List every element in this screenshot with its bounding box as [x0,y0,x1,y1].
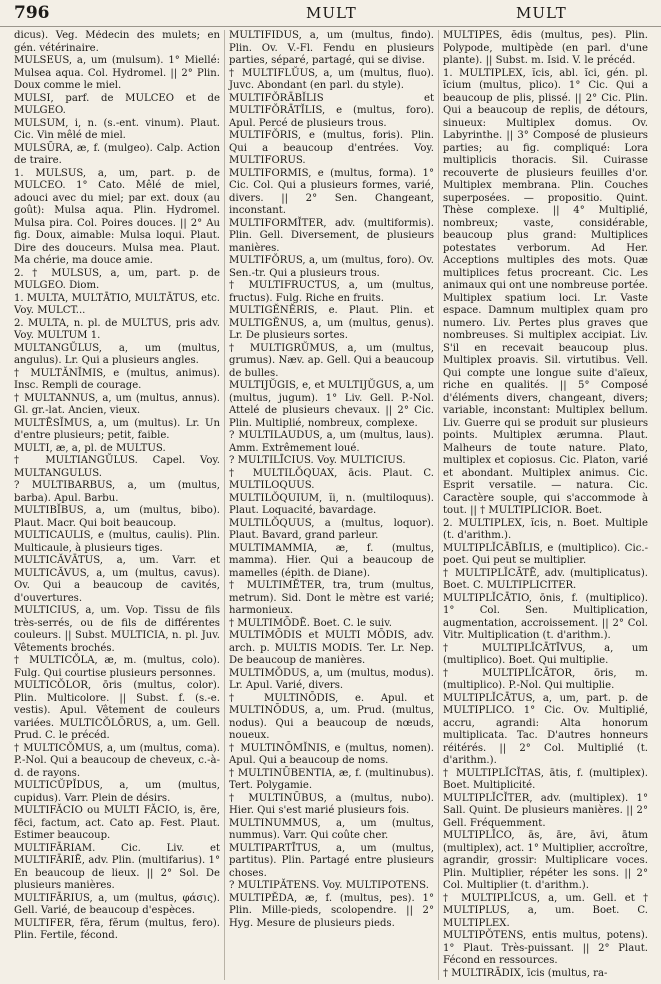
dictionary-entry: † MULTIMŌDĒ. Boet. C. le suiv. [229,617,392,629]
dictionary-entry: MULTICŎLOR, ōris (multus, color). Plin. Multicolore. || Subst. f. (s.-e. vestis). Apul. Vêtement de couleurs variées. MULTICŎLŌRUS, a, um. Gell. Prud. C. le précéd. [14,680,220,741]
dictionary-columns [10,30,653,980]
dictionary-entry: MULTICŬPĬDUS, a, um (multus, cupidus). Varr. Plein de désirs. [14,780,220,804]
dictionary-entry: MULTICĂVĀTUS, a, um. Varr. et MULTICĂVUS, a, um (multus, cavus). Ov. Qui a beaucoup de cavités, d'ouvertures. [14,555,220,604]
dictionary-entry: 2. MULTIPLEX, ĭcis, n. Boet. Multiple (t. d'arithm.). [443,517,648,541]
dictionary-entry: MULTIGĔNĔRIS, e. Plaut. Plin. et MULTIGĔNUS, a, um (multus, genus). Lr. De plusieurs sortes. [229,305,434,341]
dictionary-entry: MULTIFŎRUS, a, um (multus, foro). Ov. Sen.-tr. Qui a plusieurs trous. [229,255,434,279]
dictionary-entry: ? MULTIPĂTENS. Voy. MULTIPOTENS. [229,880,429,891]
dictionary-entry: MULTIPĔS, ĕdis (multus, pes). Plin. Polypode, multipède (en parl. d'une plante). || Subst. m. Isid. V. le précéd. [443,30,648,66]
dictionary-entry: dicus). Veg. Médecin des mulets; en gén. vétérinaire. [14,30,220,54]
dictionary-entry: MULSŪRA, æ, f. (mulgeo). Calp. Action de traire. [14,142,220,166]
dictionary-entry: MULTICAULIS, e (multus, caulis). Plin. Multicaule, à plusieurs tiges. [14,530,220,554]
dictionary-entry: MULTIFĂCIO ou MULTI FĂCIO, is, ēre, fēci, factum, act. Cato ap. Fest. Plaut. Estimer beaucoup. [14,805,220,841]
dictionary-entry: MULTIFŎRIS, e (multus, foris). Plin. Qui a beaucoup d'entrées. Voy. MULTIFORUS. [229,130,434,166]
dictionary-entry: MULTINUMMUS, a, um (multus, nummus). Varr. Qui coûte cher. [229,817,434,841]
dictionary-entry: MULTIFĬDUS, a, um (multus, findo). Plin. Ov. V.-Fl. Fendu en plusieurs parties, séparé, partagé, qui se divise. [229,30,434,66]
dictionary-entry: MULTIFORMĬTER, adv. (multiformis). Plin. Gell. Diversement, de plusieurs manières. [229,217,434,254]
dictionary-entry: MULTIPLĬCĬTER, adv. (multiplex). 1° Sall. Quint. De plusieurs manières. || 2° Gell. Fréquemment. [443,792,648,829]
dictionary-entry: MULTIFŎRĀBĬLIS et MULTIFŎRĀTĬLIS, e (multus, foro). Apul. Percé de plusieurs trous. [229,92,434,129]
dictionary-entry: MULTIMAMMIA, æ, f. (multus, mamma). Hier. Qui a beaucoup de mamelles (épith. de Diane). [229,542,434,579]
dictionary-entry: 2. MULTA, n. pl. de MULTUS, pris adv. Voy. MULTUM 1. [14,317,220,341]
running-head-right: MULT [516,4,567,22]
dictionary-entry: † MULTIPLĬCUS, a, um. Gell. et † MULTIPLUS, a, um. Boet. C. MULTIPLEX. [443,892,648,929]
dictionary-entry: MULTIPLĬCĀTUS, a, um, part. p. de MULTIPLICO. 1° Cic. Ov. Multiplié, accru, agrandi: Alta honorum multiplicata. Tac. D'autres honneurs réitérés. || 2° Col. Multiplié (t. d'arithm.). [443,692,648,766]
dictionary-entry: † MULTIPLĬCĀTĒ, adv. (multiplicatus). Boet. C. MULTIPLICITER. [443,567,648,591]
dictionary-entry: MULTĒSĬMUS, a, um (multus). Lr. Un d'entre plusieurs; petit, faible. [14,417,220,441]
dictionary-entry: † MULTIGRŬMUS, a, um (multus, grumus). Næv. ap. Gell. Qui a beaucoup de bulles. [229,342,434,379]
dictionary-entry: 1. MULSUS, a, um, part. p. de MULCEO. 1° Cato. Mêlé de miel, adouci avec du miel; par ext. doux (au goût): Mulsa aqua. Plin. Hydromel. Mulsa pira. Col. Poires douces. || 2° Au fig. Doux, aimable: Mulsa loqui. Plaut. Dire des douceurs. Mulsa mea. Plaut. Ma chérie, ma douce amie. [14,167,220,266]
dictionary-entry: MULSUM, i, n. (s.-ent. vinum). Plaut. Cic. Vin mêlé de miel. [14,117,220,141]
dictionary-entry: MULTI, æ, a, pl. de MULTUS. [14,442,166,454]
dictionary-entry: MULTILŎQUUS, a (multus, loquor). Plaut. Bavard, grand parleur. [229,517,434,541]
dictionary-entry: MULTIPĔDA, æ, f. (multus, pes). 1° Plin. Mille-pieds, scolopendre. || 2° Hyg. Mesure de plusieurs pieds. [229,892,434,929]
dictionary-entry: 2. † MULSUS, a, um, part. p. de MULGEO. Diom. [14,267,220,291]
dictionary-entry: † MULTINŌDIS, e. Apul. et MULTINŌDUS, a, um. Prud. (multus, nodus). Qui a beaucoup de nœuds, noueux. [229,692,434,741]
dictionary-entry: † MULTIANGŬLUS. Capel. Voy. MULTANGULUS. [14,455,220,479]
dictionary-entry: MULTIFĀRIUS, a, um (multus, φάσις). Gell. Varié, de beaucoup d'espèces. [14,892,220,916]
dictionary-entry: MULTIFĀRIAM. Cic. Liv. et MULTIFĀRIĒ, adv. Plin. (multifarius). 1° En beaucoup de lieux. || 2° Sol. De plusieurs manières. [14,842,220,891]
dictionary-entry: † MULTINŌMĬNIS, e (multus, nomen). Apul. Qui a beaucoup de noms. [229,742,434,766]
dictionary-entry: † MULTINŪBENTIA, æ, f. (multinubus). Tert. Polygamie. [229,767,434,791]
dictionary-entry: ? MULTIBARBUS, a, um (multus, barba). Apul. Barbu. [14,480,220,504]
dictionary-entry: † MULTĂNĬMIS, e (multus, animus). Insc. Rempli de courage. [14,367,220,391]
dictionary-entry: MULTIPARTĪTUS, a, um (multus, partitus). Plin. Partagé entre plusieurs choses. [229,842,434,879]
dictionary-entry: MULTIPLĬCĀTIO, ōnis, f. (multiplico). 1° Col. Sen. Multiplication, augmentation, accroissement. || 2° Col. Vitr. Multiplication (t. d'arithm.). [443,592,648,641]
dictionary-entry: MULTILŎQUIUM, ĭi, n. (multiloquus). Plaut. Loquacité, bavardage. [229,492,434,516]
dictionary-entry: MULSI, parf. de MULCEO et de MULGEO. [14,92,220,116]
running-head-center: MULT [306,4,357,22]
column-right [438,30,652,980]
column-middle [224,30,438,980]
dictionary-entry: MULTIJŬGIS, e, et MULTIJŬGUS, a, um (multus, jugum). 1° Liv. Gell. P.-Nol. Attelé de plusieurs chevaux. || 2° Cic. Plin. Multiplié, nombreux, complexe. [229,380,434,429]
dictionary-entry: † MULTIPLĬCĀTOR, ōris, m. (multiplico). P.-Nol. Qui multiplie. [443,667,648,691]
dictionary-entry: † MULTICŎLA, æ, m. (multus, colo). Fulg. Qui courtise plusieurs personnes. [14,655,220,679]
dictionary-entry: † MULTIMĔTER, tra, trum (multus, metrum). Sid. Dont le mètre est varié; harmonieux. [229,580,434,616]
page-header [0,0,661,27]
dictionary-entry: MULTANGŬLUS, a, um (multus, angulus). Lr. Qui a plusieurs angles. [14,342,220,366]
dictionary-entry: † MULTANNUS, a, um (multus, annus). Gl. gr.-lat. Ancien, vieux. [14,392,220,416]
dictionary-entry: 1. MULTIPLEX, ĭcis, abl. ĭci, gén. pl. ĭcium (multus, plico). 1° Cic. Qui a beaucoup de plis, plissé. || 2° Cic. Plin. Qui a beaucoup de replis, de détours, sinueux: Multiplex domus. Ov. Labyrinthe. || 3° Composé de plusieurs parties; au fig. compliqué: Lora multiplicis thoracis. Sil. Cuirasse recouverte de plusieurs feuilles d'or. Multiplex membrana. Plin. Couches superposées. — propositio. Quint. Thèse complexe. || 4° Multiplié, nombreux; vaste, considérable, beaucoup plus grand: Multiplices potestates verborum. Ad Her. Acceptions multiples des mots. Quæ multiplices fetus procreant. Cic. Les animaux qui ont une nombreuse portée. Multiplex spatium loci. Lr. Vaste espace. Damnum multiplex quam pro numero. Liv. Pertes plus graves que nombreuses. Si multiplex accipiat. Liv. S'il en recevait beaucoup plus. Multiplex proavis. Sil. virtutibus. Vell. Qui compte une longue suite d'aïeux, riche en qualités. || 5° Composé d'éléments divers, changeant, divers; variable, inconstant: Multiplex bellum. Liv. Guerre qui se produit sur plusieurs points. Multiplex ærumna. Plaut. Malheurs de toute nature. Plato, multiplex et copiosus. Cic. Platon, varié et abondant. Multiplex animus. Cic. Esprit versatile. — natura. Cic. Caractère souple, qui s'accommode à tout. || † MULTIPLICIOR. Boet. [443,67,649,516]
dictionary-entry: MULTIBĬBUS, a, um (multus, bibo). Plaut. Macr. Qui boit beaucoup. [14,505,220,529]
dictionary-entry: † MULTIRĀDIX, īcis (multus, ra- [443,967,608,979]
dictionary-entry: MULTICIUS, a, um. Vop. Tissu de fils très-serrés, ou de fils de différentes couleurs. || Subst. MULTICIA, n. pl. Juv. Vêtements brochés. [14,605,220,654]
dictionary-entry: MULTIMŌDIS et MULTI MŌDIS, adv. arch. p. MULTIS MODIS. Ter. Lr. Nep. De beaucoup de manières. [229,630,434,666]
dictionary-entry: MULTIPŎTENS, entis multus, potens). 1° Plaut. Très-puissant. || 2° Plaut. Fécond en ressources. [443,930,648,966]
dictionary-entry: † MULTINŪBUS, a (multus, nubo). Hier. Qui s'est marié plusieurs fois. [229,792,434,816]
dictionary-entry: † MULTILŎQUAX, ācis. Plaut. C. MULTILOQUUS. [229,467,434,491]
dictionary-entry: † MULTIFLŬUS, a, um (multus, fluo). Juvc. Abondant (en parl. du style). [229,67,434,91]
dictionary-entry: † MULTIPLĬCĬTAS, ātis, f. (multiplex). Boet. Multiplicité. [443,767,648,791]
dictionary-entry: MULTIFORMIS, e (multus, forma). 1° Cic. Col. Qui a plusieurs formes, varié, divers. || 2° Sen. Changeant, inconstant. [229,167,434,216]
column-left [10,30,224,980]
dictionary-entry: † MULTICŎMUS, a, um (multus, coma). P.-Nol. Qui a beaucoup de cheveux, c.-à-d. de rayons. [14,742,220,779]
dictionary-entry: MULTIFER, fĕra, fĕrum (multus, fero). Plin. Fertile, fécond. [14,917,220,941]
dictionary-entry: ? MULTILAUDUS, a, um (multus, laus). Amm. Extrêmement loué. [229,430,434,454]
dictionary-entry: MULTIMŎDUS, a, um (multus, modus). Lr. Apul. Varié, divers. [229,667,434,691]
dictionary-entry: ? MULTILĪCIUS. Voy. MULTICIUS. [229,455,406,466]
dictionary-entry: 1. MULTA, MULTĀTIO, MULTĀTUS, etc. Voy. MULCT... [14,292,220,316]
page-number: 796 [14,3,50,23]
dictionary-entry: † MULTIPLĬCĀTĪVUS, a, um (multiplico). Boet. Qui multiplie. [443,642,648,666]
dictionary-entry: MULTIPLĬCĀBĬLIS, e (multiplico). Cic.-poet. Qui peut se multiplier. [443,542,648,566]
dictionary-entry: † MULTIFRUCTUS, a, um (multus, fructus). Fulg. Riche en fruits. [229,280,434,304]
dictionary-entry: MULSEUS, a, um (mulsum). 1° Miellé: Mulsea aqua. Col. Hydromel. || 2° Plin. Doux comme le miel. [14,55,220,91]
dictionary-entry: MULTIPLĬCO, ās, āre, āvi, ātum (multiplex), act. 1° Multiplier, accroître, agrandir, grossir: Multiplicare voces. Plin. Multiplier, répéter les sons. || 2° Col. Multiplier (t. d'arithm.). [443,830,648,891]
